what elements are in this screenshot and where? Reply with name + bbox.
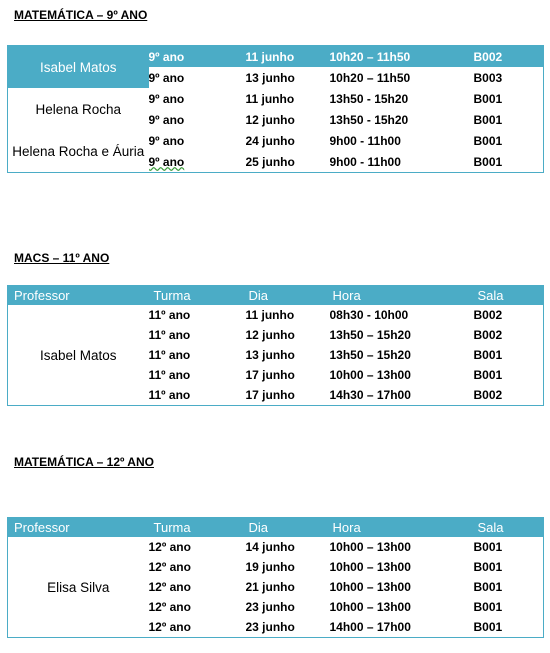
sala-cell: B001 [473,348,503,362]
turma-cell: 9º ano [148,70,185,85]
turma-cell: 9º ano [148,112,185,127]
table-header-row [8,286,544,306]
sala-cell: B002 [474,46,544,68]
hora-cell: 10h20 – 11h50 [329,70,411,85]
hora-cell: 10h20 – 11h50 [330,46,474,68]
turma-cell: 11º ano [148,328,191,342]
sala-cell: B001 [473,91,503,106]
header-professor: Professor [8,286,149,306]
header-sala: Sala [474,286,544,306]
table-header-row [8,518,544,538]
dia-cell: 23 junho [245,600,295,614]
table-row [8,46,544,68]
sala-cell: B003 [473,70,503,85]
sala-cell: B001 [473,368,503,382]
sala-cell: B001 [473,600,503,614]
hora-cell: 14h00 – 17h00 [329,620,411,634]
dia-cell: 17 junho [245,388,295,402]
hora-cell: 10h00 – 13h00 [329,540,411,554]
header-hora: Hora [330,286,474,306]
sala-cell: B001 [473,560,503,574]
table-row [8,305,544,325]
sala-cell: B001 [473,580,503,594]
hora-cell: 10h00 – 13h00 [329,368,411,382]
professor-cell: Helena Rocha e Áuria [12,143,145,159]
header-turma: Turma [149,286,246,306]
turma-cell: 12º ano [148,620,191,634]
dia-cell: 17 junho [245,368,295,382]
dia-cell: 12 junho [245,112,295,127]
dia-cell: 11 junho [246,46,330,68]
dia-cell: 25 junho [245,154,295,169]
turma-cell: 12º ano [148,600,191,614]
sala-cell: B001 [473,154,503,169]
header-hora: Hora [330,518,474,538]
hora-cell: 9h00 - 11h00 [329,154,401,169]
dia-cell: 12 junho [245,328,295,342]
hora-cell: 10h00 – 13h00 [329,600,411,614]
turma-cell: 11º ano [148,308,191,322]
header-dia: Dia [246,518,330,538]
hora-cell: 10h00 – 13h00 [329,580,411,594]
turma-cell: 12º ano [148,580,191,594]
turma-cell: 12º ano [148,560,191,574]
header-turma: Turma [149,518,246,538]
professor-cell: Helena Rocha [35,101,122,117]
schedule-table-11-ano [7,285,544,406]
turma-cell: 12º ano [148,540,191,554]
sala-cell: B001 [473,620,503,634]
turma-cell: 9º ano [148,91,185,106]
dia-cell: 13 junho [245,348,295,362]
hora-cell: 13h50 – 15h20 [329,328,411,342]
turma-cell: 11º ano [148,348,191,362]
professor-cell: Isabel Matos [39,347,117,363]
turma-cell: 11º ano [148,388,191,402]
turma-cell: 11º ano [148,368,191,382]
dia-cell: 23 junho [245,620,295,634]
dia-cell: 14 junho [245,540,295,554]
dia-cell: 21 junho [245,580,295,594]
sala-cell: B001 [473,133,503,148]
table-row [8,88,544,109]
professor-cell: Elisa Silva [47,579,110,595]
sala-cell: B002 [473,328,503,342]
table-row [8,130,544,151]
sala-cell: B001 [473,540,503,554]
hora-cell: 13h50 - 15h20 [329,112,409,127]
turma-cell: 9º ano [148,133,185,148]
sala-cell: B001 [473,112,503,127]
section-title-macs-11: MACS – 11º ANO [14,251,110,265]
hora-cell: 10h00 – 13h00 [329,560,411,574]
sala-cell: B002 [473,388,503,402]
professor-cell: Isabel Matos [8,46,149,89]
hora-cell: 14h30 – 17h00 [329,388,411,402]
section-title-matematica-9: MATEMÁTICA – 9º ANO [14,8,148,22]
header-dia: Dia [246,286,330,306]
hora-cell: 9h00 - 11h00 [329,133,401,148]
schedule-table-9-ano [7,45,544,173]
header-professor: Professor [8,518,149,538]
section-title-matematica-12: MATEMÁTICA – 12º ANO [14,455,154,469]
schedule-table-12-ano [7,517,544,638]
sala-cell: B002 [473,308,503,322]
turma-cell: 9º ano [149,46,246,68]
dia-cell: 11 junho [245,308,295,322]
table-row [8,537,544,557]
dia-cell: 11 junho [245,91,295,106]
dia-cell: 24 junho [245,133,295,148]
dia-cell: 19 junho [245,560,295,574]
header-sala: Sala [474,518,544,538]
hora-cell: 08h30 - 10h00 [329,308,409,322]
hora-cell: 13h50 - 15h20 [329,91,409,106]
turma-cell: 9º ano [148,154,185,169]
dia-cell: 13 junho [245,70,295,85]
hora-cell: 13h50 – 15h20 [329,348,411,362]
